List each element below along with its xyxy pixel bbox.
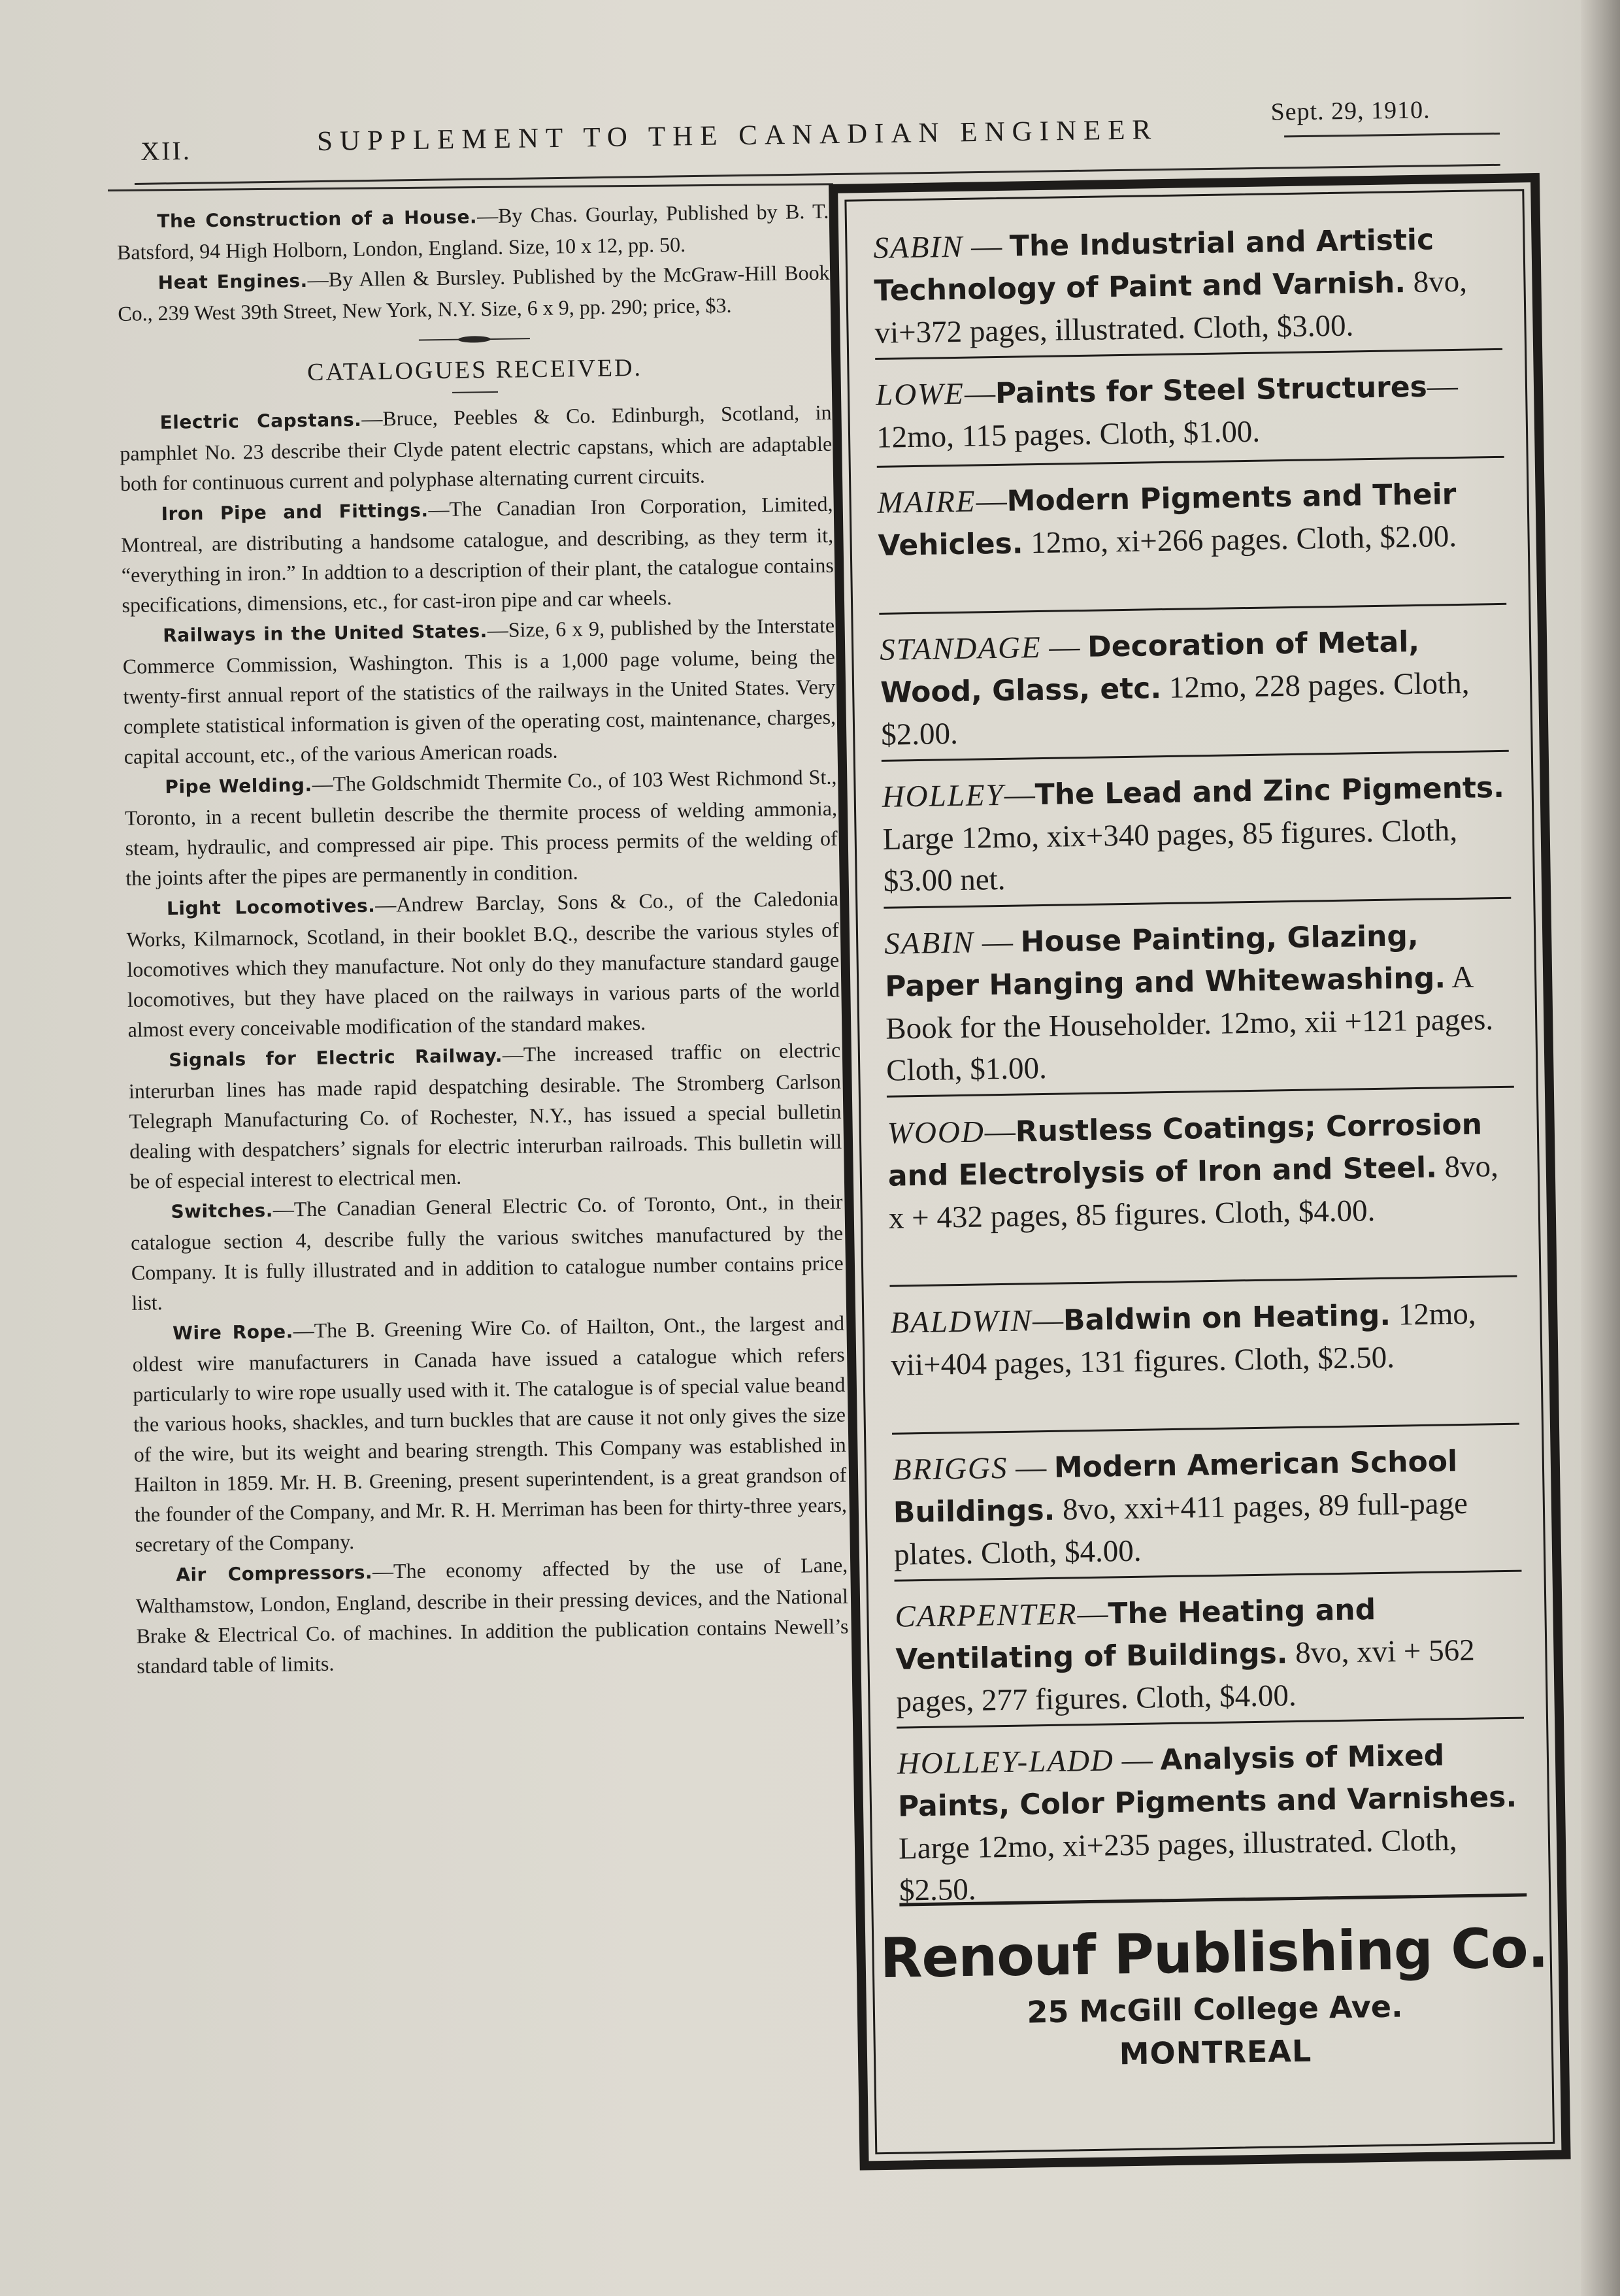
ad-rule <box>882 750 1509 762</box>
ad-entry: MAIRE—Modern Pigments and Their Vehicles. 12mo, xi+266 pages. Cloth, $2.00. <box>877 472 1506 567</box>
publisher-name: Renouf Publishing Co. <box>879 1916 1549 1991</box>
catalogue-entry <box>124 762 838 893</box>
entry-text: —Size, 6 x 9, published by the Interstate Commerce Commission, Washington. This is a 1,000 page volume, being the twenty-first annual report of the statistics of the railways in the United States. Very complete statistical information is given of the operating cost, maintenance, charges, capital account, etc., of the various American roads. <box>122 613 836 768</box>
ad-entry: SABIN — House Painting, Glazing, Paper Hanging and Whitewashing. A Book for the Householder. 12mo, xii +121 pages. Cloth, $1.00. <box>884 913 1514 1092</box>
column-top-rule <box>108 183 833 191</box>
ad-details: 8vo, vi+372 pages, illustrated. Cloth, $3.00. <box>874 264 1468 350</box>
ad-entry: HOLLEY—The Lead and Zinc Pigments. Large 12mo, xix+340 pages, 85 figures. Cloth, $3.00 net. <box>882 766 1511 902</box>
catalogue-entry <box>120 489 834 620</box>
ad-title: Baldwin on Heating. <box>1063 1298 1391 1337</box>
ad-title: Analysis of Mixed Paints, Color Pigments and Varnishes. <box>897 1739 1517 1824</box>
ad-author: SABIN <box>873 229 964 265</box>
ad-details: 8vo, x + 432 pages, 85 figures. Cloth, $4.00. <box>888 1149 1499 1236</box>
ad-author: STANDAGE <box>879 630 1042 667</box>
ad-details: 12mo, vii+404 pages, 131 figures. Cloth, $2.50. <box>890 1296 1476 1383</box>
entry-text: —By Allen & Bursley. Published by the McGraw-Hill Book Co., 239 West 39th Street, New York, N.Y. Size, 6 x 9, pp. 290; price, $3. <box>118 260 830 325</box>
ad-inner-border <box>844 189 1555 2154</box>
ad-details: 12mo, 228 pages. Cloth, $2.00. <box>880 666 1470 752</box>
entry-title: Switches. <box>171 1199 274 1222</box>
entry-title: Air Compressors. <box>176 1561 373 1586</box>
entry-text: —Andrew Barclay, Sons & Co., of the Caledonia Works, Kilmarnock, Scotland, in their booklet B.Q., describe the various styles of locomotives which they manufacture. Not only do they manufacture standard gauge locomotives, but they have placed on the railways in various parts of the world almost every conceivable modification of the standard makes. <box>126 886 840 1041</box>
entry-title: Railways in the United States. <box>162 620 488 647</box>
catalogue-entry <box>122 610 836 772</box>
page-header <box>133 91 1500 169</box>
ad-rule <box>879 603 1506 615</box>
ad-entry: WOOD—Rustless Coatings; Corrosion and Electrolysis of Iron and Steel. 8vo, x + 432 pages, 85 figures. Cloth, $4.00. <box>887 1103 1516 1239</box>
ad-author: MAIRE <box>877 484 976 520</box>
entry-text: —The Canadian General Electric Co. of Toronto, Ont., in their catalogue section 4, describe fully the various switches manufactured by the Company. It is fully illustrated and in addition to catalogue number contains price list. <box>130 1189 844 1315</box>
publisher-address: 25 McGill College Ave. <box>1027 1988 1403 2030</box>
ad-rule <box>887 1086 1514 1098</box>
catalogue-entry <box>119 397 833 499</box>
ad-author: HOLLEY <box>882 778 1005 814</box>
catalogues-heading: CATALOGUES RECEIVED. <box>306 353 643 386</box>
ad-title: The Lead and Zinc Pigments. <box>1034 770 1505 812</box>
page-number: XII. <box>140 135 192 166</box>
ad-title: Modern American School Buildings. <box>893 1445 1458 1530</box>
entry-text: —The Canadian Iron Corporation, Limited, Montreal, are distributing a handsome catalogue, and describing, as they term it, “everything in iron.” In addtion to a description of their plant, the catalogue contains specifications, dimensions, etc., for cast-iron pipe and car wheels. <box>120 491 835 617</box>
entry-title: Signals for Electric Railway. <box>169 1044 503 1072</box>
book-entry <box>117 257 830 329</box>
book-entry <box>116 196 829 267</box>
ad-rule <box>875 348 1502 360</box>
ad-details: 12mo, xi+266 pages. Cloth, $2.00. <box>1030 519 1457 561</box>
ad-details: Large 12mo, xi+235 pages, illustrated. Cloth, $2.50. <box>898 1823 1457 1908</box>
entry-title: Wire Rope. <box>172 1320 293 1344</box>
left-column <box>116 196 849 1681</box>
ad-title: House Painting, Glazing, Paper Hanging and Whitewashing. <box>884 919 1446 1004</box>
publisher-city: MONTREAL <box>1119 2033 1312 2072</box>
ad-author: BRIGGS <box>892 1451 1008 1487</box>
ad-title: The Heating and Ventilating of Buildings. <box>895 1593 1376 1677</box>
ad-rule <box>895 1570 1522 1582</box>
catalogue-entry <box>130 1187 844 1318</box>
ad-entry: STANDAGE — Decoration of Metal, Wood, Glass, etc. 12mo, 228 pages. Cloth, $2.00. <box>880 619 1509 756</box>
entry-title: Iron Pipe and Fittings. <box>161 499 429 525</box>
entry-text: —The increased traffic on electric interurban lines has made rapid despatching desirable. The Stromberg Carlson Telegraph Manufacturing Co. of Rochester, N.Y., has issued a special bulletin dealing with despatchers’ signals for electric interurban railroads. This bulletin will be of especial interest to electrical men. <box>128 1038 842 1193</box>
ad-details: 12mo, 115 pages. Cloth, $1.00. <box>876 414 1261 455</box>
publisher-block <box>874 1916 1555 2075</box>
ad-title: Decoration of Metal, Wood, Glass, etc. <box>880 625 1420 710</box>
ad-rule <box>877 456 1504 468</box>
book-advertisement <box>829 173 1571 2171</box>
ad-rule <box>897 1717 1524 1729</box>
ad-details: 8vo, xxi+411 pages, 89 full-page plates. Cloth, $4.00. <box>893 1486 1468 1572</box>
entry-text: —By Chas. Gourlay, Published by B. T. Batsford, 94 High Holborn, London, England. Size, 10 x 12, pp. 50. <box>116 199 829 264</box>
catalogue-entry <box>132 1308 848 1560</box>
date-underline <box>1284 133 1500 138</box>
ad-author: WOOD <box>887 1115 985 1151</box>
heading-rule <box>452 391 498 393</box>
ad-author: HOLLEY-LADD <box>897 1743 1115 1781</box>
ad-author: SABIN <box>884 925 975 961</box>
ornament-divider <box>419 335 530 344</box>
ad-entry: SABIN — The Industrial and Artistic Technology of Paint and Varnish. 8vo, vi+372 pages, illustrated. Cloth, $3.00. <box>873 218 1502 354</box>
ad-title: Paints for Steel Structures <box>995 370 1428 411</box>
catalogue-entry <box>126 883 840 1045</box>
ad-entry: LOWE—Paints for Steel Structures— 12mo, 115 pages. Cloth, $1.00. <box>876 365 1504 459</box>
ad-author: CARPENTER <box>895 1597 1078 1634</box>
ad-entry: HOLLEY-LADD — Analysis of Mixed Paints, Color Pigments and Varnishes. Large 12mo, xi+235 pages, illustrated. Cloth, $2.50. <box>897 1739 1517 1908</box>
entry-title: Heat Engines. <box>157 269 308 294</box>
issue-date: Sept. 29, 1910. <box>1270 96 1430 126</box>
ad-entry: CARPENTER—The Heating and Ventilating of Buildings. 8vo, xvi + 562 pages, 277 figures. Cloth, $4.00. <box>895 1586 1524 1723</box>
entry-text: —The Goldschmidt Thermite Co., of 103 West Richmond St., Toronto, in a recent bulletin describe the thermite process of welding ammonia, steam, hydraulic, and compressed air pipe. This process permits of the welding of the joints after the pipes are permanently in condition. <box>124 764 838 890</box>
entry-text: —Bruce, Peebles & Co. Edinburgh, Scotland, in pamphlet No. 23 describe their Clyde patent electric capstans, which are adaptable both for continuous current and polyphase alternating current circuits. <box>120 400 833 495</box>
entry-title: Pipe Welding. <box>165 774 312 798</box>
ad-title: The Industrial and Artistic Technology of Paint and Varnish. <box>874 223 1434 308</box>
ad-title: Rustless Coatings; Corrosion and Electrolysis of Iron and Steel. <box>887 1107 1483 1193</box>
catalogue-entry <box>135 1550 849 1681</box>
ad-entry: BALDWIN—Baldwin on Heating. 12mo, vii+404 pages, 131 figures. Cloth, $2.50. <box>890 1292 1519 1386</box>
ad-title: Modern Pigments and Their Vehicles. <box>878 477 1457 563</box>
ad-rule <box>884 897 1511 909</box>
entry-title: Electric Capstans. <box>159 408 362 434</box>
ad-entry: BRIGGS — Modern American School Buildings. 8vo, xxi+411 pages, 89 full-page plates. Cloth, $4.00. <box>892 1439 1521 1576</box>
ad-author: BALDWIN <box>889 1304 1033 1340</box>
ad-author: LOWE <box>875 376 965 412</box>
ad-details: A Book for the Householder. 12mo, xii +121 pages. Cloth, $1.00. <box>885 960 1494 1088</box>
ad-rule <box>889 1275 1517 1287</box>
entry-title: Light Locomotives. <box>166 894 376 920</box>
ad-details: 8vo, xvi + 562 pages, 277 figures. Cloth, $4.00. <box>896 1633 1476 1719</box>
catalogue-entry <box>128 1035 842 1196</box>
book-spine <box>1581 0 1620 2296</box>
ad-details: Large 12mo, xix+340 pages, 85 figures. Cloth, $3.00 net. <box>882 813 1458 898</box>
entry-text: —The B. Greening Wire Co. of Hailton, Ont., the largest and oldest wire manufacturers in Canada have issued a catalogue which refers particularly to wire rope usually used with it. The catalogue is of special value beand the various hooks, shackles, and turn buckles that are cause it not only gives the size of the wire, but its weight and bearing strength. This Company was established in Hailton in 1859. Mr. H. B. Greening, present superintendent, is a great grandson of the founder of the Company, and Mr. R. H. Merriman has been for thirty-three years, secretary of the Company. <box>132 1311 848 1556</box>
entry-title: The Construction of a House. <box>157 206 478 233</box>
running-title: SUPPLEMENT TO THE CANADIAN ENGINEER <box>316 114 1159 157</box>
entry-text: —The economy affected by the use of Lane, Walthamstow, London, England, describe in their pressing devices, and the National Brake & Electrical Co. of machines. In addition the publication contains Newell’s standard table of limits. <box>135 1552 849 1678</box>
ad-rule <box>892 1423 1519 1435</box>
